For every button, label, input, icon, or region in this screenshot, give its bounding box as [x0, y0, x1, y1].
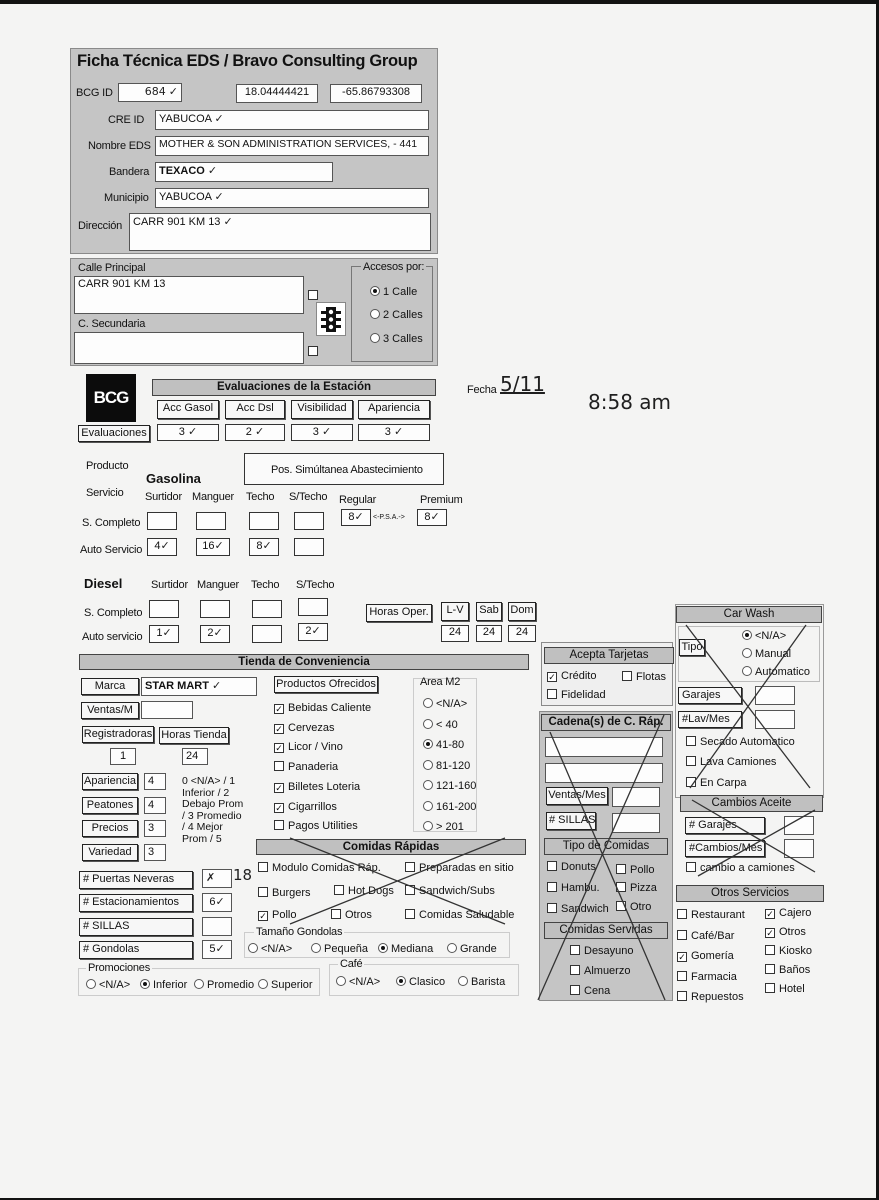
gas-col-stecho: S/Techo [289, 491, 328, 503]
carwash-en-carpa[interactable]: En Carpa [686, 777, 746, 789]
premium-value[interactable]: 8✓ [417, 509, 447, 526]
ventas-field[interactable] [141, 701, 193, 719]
gas-auto-servicio-label: Auto Servicio [80, 544, 143, 556]
otros-header: Otros Servicios [676, 885, 824, 902]
variedad-label: Variedad [82, 844, 138, 861]
area-41-80[interactable]: 41-80 [423, 735, 476, 756]
horas-sab-value[interactable]: 24 [476, 625, 502, 642]
traffic-light-icon [316, 302, 346, 336]
peatones-value[interactable]: 4 [144, 797, 166, 814]
tipo-otro[interactable]: Otro [616, 901, 651, 913]
rating-legend: 0 <N/A> / 1 Inferior / 2 Debajo Prom / 3 Promedio / 4 Mejor Prom / 5 [182, 775, 244, 845]
nombre-field[interactable]: MOTHER & SON ADMINISTRATION SERVICES, - 441 [155, 136, 429, 156]
cadena-field-1[interactable] [545, 737, 663, 757]
bcg-id-field[interactable]: 684 ✓ [118, 83, 182, 102]
gas-sc-techo[interactable] [249, 512, 279, 530]
comidas-rapidas-header: Comidas Rápidas [256, 839, 526, 855]
gas-s-completo-label: S. Completo [82, 517, 141, 529]
eval-col-apariencia: Apariencia [358, 400, 430, 419]
aceite-cambios-field[interactable] [784, 839, 814, 858]
dsl-as-stecho[interactable]: 2✓ [298, 623, 328, 641]
dsl-col-manguer: Manguer [197, 579, 240, 591]
dsl-sc-techo[interactable] [252, 600, 282, 618]
accesos-label: Accesos por: [363, 261, 425, 273]
gas-col-techo: Techo [246, 491, 275, 503]
promo-superior[interactable]: Superior [258, 979, 313, 991]
municipio-label: Municipio [104, 192, 149, 204]
productos-list [274, 699, 371, 837]
lav-mes-field[interactable] [755, 710, 795, 729]
cadena-sillas-field[interactable] [612, 813, 660, 833]
dsl-s-completo-label: S. Completo [84, 607, 143, 619]
comida-hotdogs[interactable]: Hot Dogs [334, 885, 394, 897]
eval-acc-gasol-value[interactable]: 3 ✓ [157, 424, 219, 441]
horas-col-lv: L-V [441, 602, 469, 621]
secundaria-checkbox[interactable] [308, 342, 322, 360]
bandera-field[interactable]: TEXACO ✓ [155, 162, 333, 182]
area-lt40[interactable]: < 40 [423, 715, 476, 736]
estacionamientos-label: # Estacionamientos [79, 894, 193, 912]
comida-saludable[interactable]: Comidas Saludable [405, 909, 514, 921]
direccion-field[interactable]: CARR 901 KM 13 ✓ [129, 213, 431, 251]
registradoras-label: Registradoras [82, 726, 154, 743]
gas-as-surtidor[interactable]: 4✓ [147, 538, 177, 556]
otros-right-list [765, 904, 812, 999]
servida-almuerzo[interactable]: Almuerzo [570, 965, 630, 977]
eval-apariencia-value[interactable]: 3 ✓ [358, 424, 430, 441]
carwash-header: Car Wash [676, 606, 822, 623]
registradoras-field[interactable]: 1 [110, 748, 136, 765]
horas-dom-value[interactable]: 24 [508, 625, 536, 642]
direccion-label: Dirección [78, 220, 123, 232]
gondolas-value[interactable]: 5✓ [202, 940, 232, 959]
lav-mes-label: #Lav/Mes [678, 711, 742, 728]
promo-inferior[interactable]: Inferior [140, 979, 187, 991]
producto-pagos[interactable]: Pagos Utilities [274, 817, 371, 837]
puertas-label: # Puertas Neveras [79, 871, 193, 889]
bandera-label: Bandera [109, 166, 150, 178]
horas-tienda-field[interactable]: 24 [182, 748, 208, 765]
carwash-tipo-manual[interactable]: Manual [742, 648, 791, 660]
servicio-banos[interactable]: Baños [765, 961, 812, 980]
tipo-hambu[interactable]: Hambu. [547, 882, 600, 894]
marca-field[interactable]: STAR MART ✓ [141, 677, 257, 696]
horas-col-sab: Sab [476, 602, 502, 621]
servicio-hotel[interactable]: Hotel [765, 980, 812, 999]
tamano-mediana[interactable]: Mediana [378, 943, 433, 955]
servicio-otros[interactable]: ✓ Otros [766, 926, 806, 938]
tarjeta-fidelidad[interactable]: Fidelidad [547, 689, 606, 701]
gas-as-techo[interactable]: 8✓ [249, 538, 279, 556]
horas-oper-label: Horas Oper. [366, 604, 432, 622]
tamano-label: Tamaño Gondolas [256, 926, 343, 938]
aceite-header: Cambios Aceite [680, 795, 823, 812]
tarjeta-credito[interactable]: ✓ Crédito [548, 670, 597, 682]
eval-col-acc-dsl: Acc Dsl [225, 400, 285, 419]
producto-cervezas[interactable]: ✓ Cervezas [275, 721, 335, 734]
puertas-handwritten: 18 [233, 866, 253, 884]
producto-licor[interactable]: ✓ Licor / Vino [275, 741, 343, 754]
carwash-tipo-automatico[interactable]: Automatico [742, 666, 810, 678]
producto-label: Producto [86, 460, 129, 472]
aceite-cambios-label: #Cambios/Mes [685, 840, 765, 857]
comida-pollo[interactable]: ✓ Pollo [259, 909, 297, 921]
carwash-tipo-label: Tipo [679, 639, 705, 656]
psa-label: <-P.S.A.-> [373, 514, 405, 521]
cadena-sillas-label: # SILLAS [546, 812, 596, 830]
comidas-servidas-header: Comidas Servidas [544, 922, 668, 939]
accesos-option-2[interactable]: 2 Calles [370, 309, 423, 321]
gas-col-manguer: Manguer [192, 491, 235, 503]
tamano-grande[interactable]: Grande [447, 943, 497, 955]
estacionamientos-value[interactable]: 6✓ [202, 893, 232, 912]
peatones-label: Peatones [82, 797, 138, 814]
producto-billetes[interactable]: ✓ Billetes Loteria [275, 780, 361, 793]
cre-id-field[interactable]: YABUCOA ✓ [155, 110, 429, 130]
marca-label: Marca [81, 678, 139, 695]
servicio-repuestos[interactable]: Repuestos [677, 987, 745, 1008]
eval-col-acc-gasol: Acc Gasol [157, 400, 219, 419]
servicio-farmacia[interactable]: Farmacia [677, 967, 745, 988]
gasolina-title: Gasolina [146, 471, 201, 486]
cre-id-label: CRE ID [108, 114, 145, 126]
accesos-option-3[interactable]: 3 Calles [370, 333, 423, 345]
garajes-field[interactable] [755, 686, 795, 705]
tipo-pollo[interactable]: Pollo [616, 864, 654, 876]
dsl-col-techo: Techo [251, 579, 280, 591]
comida-sandwich[interactable]: Sandwich/Subs [405, 885, 495, 897]
tipo-sandwich[interactable]: Sandwich [547, 903, 609, 915]
apariencia-value[interactable]: 4 [144, 773, 166, 790]
dsl-as-techo[interactable] [252, 625, 282, 643]
cafe-clasico[interactable]: Clasico [396, 976, 445, 988]
form-title: Ficha Técnica EDS / Bravo Consulting Group [77, 52, 418, 70]
dsl-sc-manguer[interactable] [200, 600, 230, 618]
fecha-value: 5/11 [500, 372, 545, 396]
carwash-tipo-na[interactable]: <N/A> [742, 630, 786, 642]
regular-value[interactable]: 8✓ [341, 509, 371, 526]
carwash-secado[interactable]: Secado Automatico [686, 736, 795, 748]
gas-as-stecho[interactable] [294, 538, 324, 556]
ventas-label: Ventas/M [81, 702, 139, 719]
producto-cigarrillos[interactable]: ✓ Cigarrillos [275, 800, 337, 813]
promociones-label: Promociones [88, 962, 150, 974]
cafe-label: Café [340, 958, 363, 970]
dsl-auto-servicio-label: Auto servicio [82, 631, 143, 643]
area-na[interactable]: <N/A> [423, 694, 476, 715]
dsl-as-surtidor[interactable]: 1✓ [149, 625, 179, 643]
tarjetas-header: Acepta Tarjetas [544, 647, 674, 664]
producto-bebidas[interactable]: ✓ Bebidas Caliente [275, 702, 372, 714]
dsl-col-surtidor: Surtidor [151, 579, 188, 591]
cadena-field-2[interactable] [545, 763, 663, 783]
area-81-120[interactable]: 81-120 [423, 756, 476, 777]
otros-left-list [677, 905, 745, 1008]
sillas-label: # SILLAS [79, 918, 193, 936]
tienda-header: Tienda de Conveniencia [79, 654, 529, 670]
garajes-label: Garajes [678, 687, 742, 704]
horas-col-dom: Dom [508, 602, 536, 621]
precios-label: Precios [82, 820, 138, 837]
diesel-title: Diesel [84, 576, 123, 591]
servida-cena[interactable]: Cena [570, 985, 610, 997]
comida-preparadas[interactable]: Preparadas en sitio [405, 862, 514, 874]
servicio-restaurant[interactable]: Restaurant [677, 905, 745, 926]
dsl-col-stecho: S/Techo [296, 579, 335, 591]
gas-sc-surtidor[interactable] [147, 512, 177, 530]
area-161-200[interactable]: 161-200 [423, 797, 476, 818]
gondolas-label: # Gondolas [79, 941, 193, 959]
latitude-field[interactable]: 18.04444421 [236, 84, 318, 103]
aceite-garajes-label: # Garajes [685, 817, 765, 834]
bcg-id-label: BCG ID [76, 87, 113, 99]
eval-col-visibilidad: Visibilidad [291, 400, 353, 419]
accesos-option-1[interactable]: 1 Calle [370, 286, 417, 298]
calle-secundaria-field[interactable] [74, 332, 304, 364]
calle-principal-label: Calle Principal [78, 262, 146, 274]
fecha-label: Fecha [467, 384, 497, 396]
tipo-pizza[interactable]: Pizza [616, 882, 657, 894]
horas-tienda-label: Horas Tienda [159, 727, 229, 744]
apariencia-label: Apariencia [82, 773, 138, 790]
servicio-label: Servicio [86, 487, 124, 499]
tamano-na[interactable]: <N/A> [248, 943, 292, 955]
aceite-garajes-field[interactable] [784, 816, 814, 835]
sillas-value[interactable] [202, 917, 232, 936]
fecha-time: 8:58 am [588, 390, 672, 414]
evaluaciones-label: Evaluaciones [78, 425, 150, 442]
cadena-ventas-field[interactable] [612, 787, 660, 807]
tipo-comidas-header: Tipo de Comidas [544, 838, 668, 855]
comida-burgers[interactable]: Burgers [258, 887, 311, 899]
area-label: Area M2 [420, 676, 461, 688]
evaluaciones-header: Evaluaciones de la Estación [152, 379, 436, 396]
servicio-cajero[interactable]: ✓ Cajero [766, 907, 812, 919]
bcg-logo: BCG [86, 374, 136, 422]
gas-col-surtidor: Surtidor [145, 491, 182, 503]
cafe-barista[interactable]: Barista [458, 976, 505, 988]
municipio-field[interactable]: YABUCOA ✓ [155, 188, 429, 208]
servicio-gomeria[interactable]: ✓ Gomería [678, 950, 734, 962]
horas-lv-value[interactable]: 24 [441, 625, 469, 642]
eval-acc-dsl-value[interactable]: 2 ✓ [225, 424, 285, 441]
calle-principal-field[interactable]: CARR 901 KM 13 [74, 276, 304, 314]
aceite-camiones[interactable]: cambio a camiones [686, 862, 795, 874]
premium-label: Premium [420, 494, 463, 506]
servicio-cafe-bar[interactable]: Café/Bar [677, 926, 745, 947]
gas-sc-stecho[interactable] [294, 512, 324, 530]
cadena-ventas-label: Ventas/Mes [546, 787, 608, 805]
regular-label: Regular [339, 494, 377, 506]
variedad-value[interactable]: 3 [144, 844, 166, 861]
dsl-as-manguer[interactable]: 2✓ [200, 625, 230, 643]
promo-promedio[interactable]: Promedio [194, 979, 254, 991]
cadena-header: Cadena(s) de C. Ráp. [541, 714, 671, 731]
gas-sc-manguer[interactable] [196, 512, 226, 530]
calle-secundaria-label: C. Secundaria [78, 318, 146, 330]
dsl-sc-stecho[interactable] [298, 598, 328, 616]
area-gt201[interactable]: > 201 [423, 817, 476, 838]
tamano-pequena[interactable]: Pequeña [311, 943, 368, 955]
gas-as-manguer[interactable]: 16✓ [196, 538, 230, 556]
comida-modulo[interactable]: Modulo Comidas Ráp. [258, 862, 381, 874]
dsl-sc-surtidor[interactable] [149, 600, 179, 618]
nombre-label: Nombre EDS [88, 140, 151, 152]
producto-panaderia[interactable]: Panaderia [274, 758, 371, 778]
cafe-na[interactable]: <N/A> [336, 976, 380, 988]
comida-otros[interactable]: Otros [331, 909, 372, 921]
servida-desayuno[interactable]: Desayuno [570, 945, 634, 957]
area-options [423, 694, 476, 838]
area-121-160[interactable]: 121-160 [423, 776, 476, 797]
longitude-field[interactable]: -65.86793308 [330, 84, 422, 103]
productos-label: Productos Ofrecidos [274, 676, 378, 693]
servicio-kiosko[interactable]: Kiosko [765, 942, 812, 961]
eval-visibilidad-value[interactable]: 3 ✓ [291, 424, 353, 441]
tipo-donuts[interactable]: Donuts [547, 861, 596, 873]
carwash-lava-camiones[interactable]: Lava Camiones [686, 756, 776, 768]
pos-simultanea-label: Pos. Simúltanea Abastecimiento [271, 464, 423, 476]
tarjeta-flotas[interactable]: Flotas [622, 671, 666, 683]
promo-na[interactable]: <N/A> [86, 979, 130, 991]
precios-value[interactable]: 3 [144, 820, 166, 837]
puertas-value[interactable]: ✗ [202, 869, 232, 888]
